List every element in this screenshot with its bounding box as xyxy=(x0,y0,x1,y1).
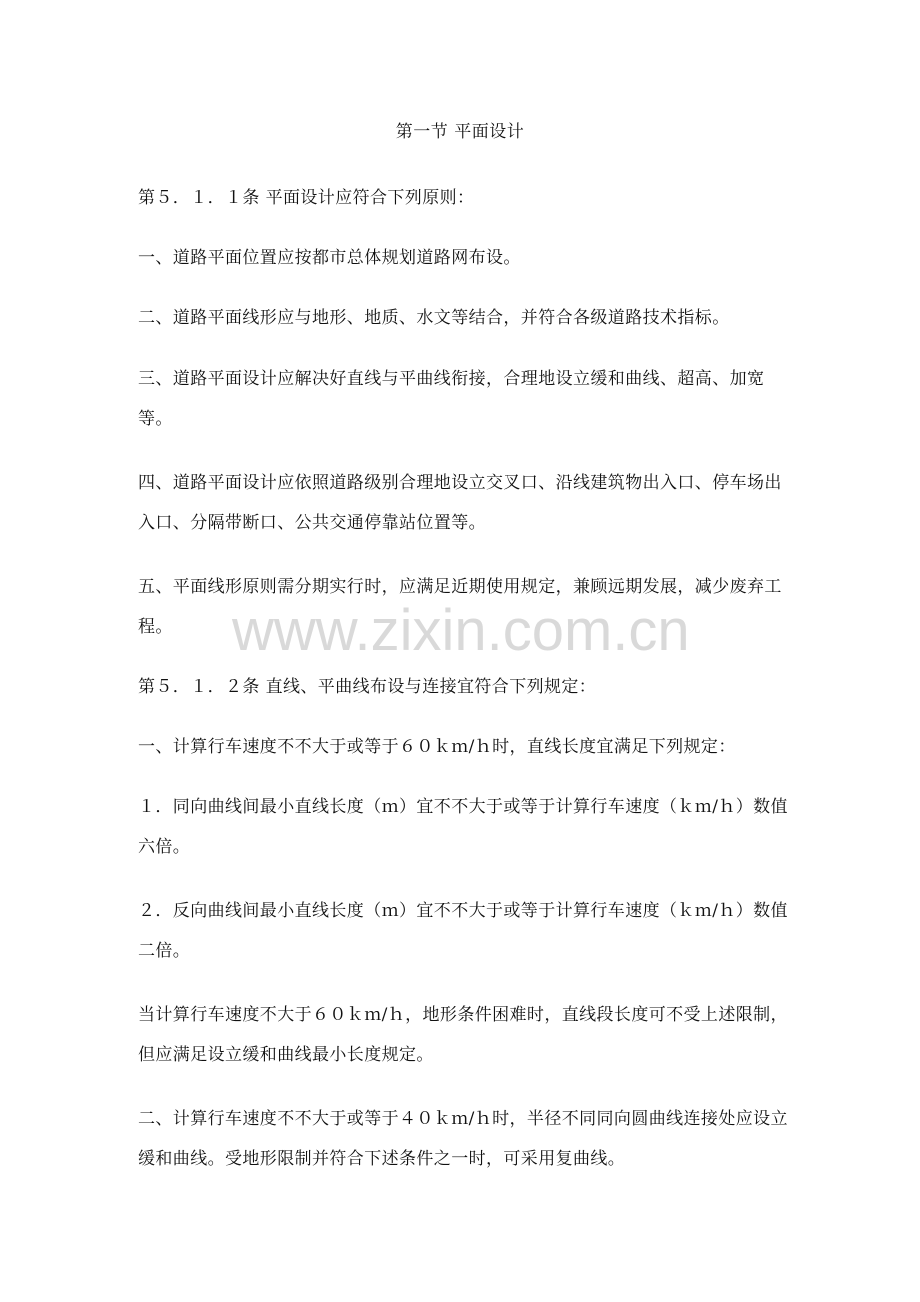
rule-1-item-2: ２．反向曲线间最小直线长度（ｍ）宜不不大于或等于计算行车速度（ｋｍ/ｈ）数值二倍。 xyxy=(138,901,788,961)
principle-2: 二、道路平面线形应与地形、地质、水文等结合，并符合各级道路技术指标。 xyxy=(138,308,730,328)
clause-5-1-1: 第５．１．１条 平面设计应符合下列原则： xyxy=(138,188,475,208)
rule-1-note: 当计算行车速度不大于６０ｋｍ/ｈ，地形条件困难时，直线段长度可不受上述限制，但应满足设立缓和曲线最小长度规定。 xyxy=(138,1005,788,1065)
watermark-text: www.zixin.com.cn xyxy=(232,598,690,663)
principle-3: 三、道路平面设计应解决好直线与平曲线衔接，合理地设立缓和曲线、超高、加宽等。 xyxy=(138,369,765,429)
rule-1-item-1: １．同向曲线间最小直线长度（ｍ）宜不不大于或等于计算行车速度（ｋｍ/ｈ）数值六倍。 xyxy=(138,797,788,857)
rule-1: 一、计算行车速度不不大于或等于６０ｋｍ/ｈ时，直线长度宜满足下列规定： xyxy=(138,737,736,757)
principle-4: 四、道路平面设计应依照道路级别合理地设立交叉口、沿线建筑物出入口、停车场出入口、分隔带断口、公共交通停靠站位置等。 xyxy=(138,473,782,533)
rule-2: 二、计算行车速度不不大于或等于４０ｋｍ/ｈ时，半径不同同向圆曲线连接处应设立缓和曲线。受地形限制并符合下述条件之一时，可采用复曲线。 xyxy=(138,1109,788,1169)
section-title: 第一节 平面设计 xyxy=(395,122,525,142)
principle-1: 一、道路平面位置应按都市总体规划道路网布设。 xyxy=(138,248,521,268)
principle-5: 五、平面线形原则需分期实行时，应满足近期使用规定，兼顾远期发展，减少废弃工程。 xyxy=(138,577,782,637)
clause-5-1-2: 第５．１．２条 直线、平曲线布设与连接宜符合下列规定： xyxy=(138,677,597,697)
